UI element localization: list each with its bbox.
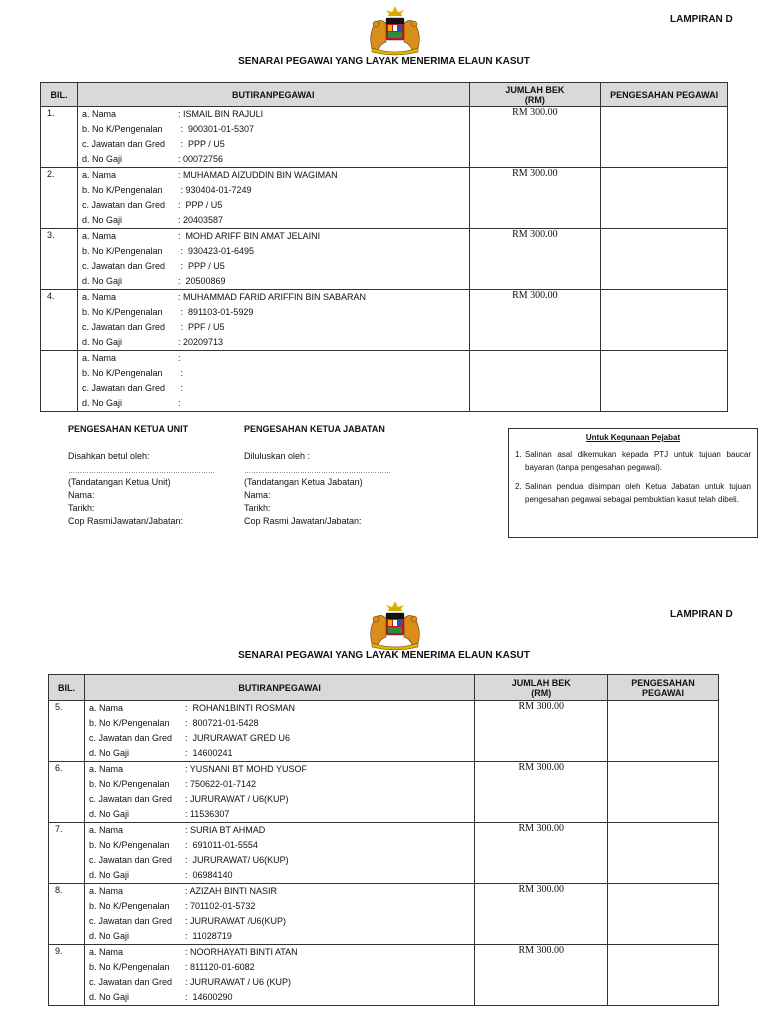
table-row: [49, 945, 719, 1006]
detail-value: : 20403587: [177, 215, 223, 225]
detail-line: [85, 716, 474, 731]
detail-line: [85, 746, 474, 761]
detail-line: [85, 868, 474, 883]
detail-line: [85, 838, 474, 853]
detail-line: [78, 198, 469, 213]
detail-value: : 11028719: [184, 931, 232, 941]
tarikh-label: Tarikh:: [68, 503, 95, 513]
detail-value: : 14600290: [184, 992, 233, 1002]
detail-value: :: [177, 383, 183, 393]
office-use-box: [508, 428, 758, 538]
staff-table: [40, 82, 728, 412]
amount-cell: [469, 351, 601, 412]
signature-line: ………………………………………………………: [68, 469, 215, 475]
staff-details: [77, 229, 469, 290]
ketua-unit-heading: PENGESAHAN KETUA UNIT: [68, 424, 189, 434]
detail-line: [85, 792, 474, 807]
detail-label: b. No K/Pengenalan: [81, 124, 163, 134]
staff-details: [84, 762, 474, 823]
detail-line: [85, 701, 474, 716]
detail-value: : MUHAMAD AIZUDDIN BIN WAGIMAN: [177, 170, 338, 180]
detail-label: a. Nama: [88, 947, 123, 957]
amount-cell: RM 300.00: [469, 229, 601, 290]
detail-label: d. No Gaji: [88, 992, 129, 1002]
nama-label: Nama:: [68, 490, 95, 500]
detail-value: : 11536307: [184, 809, 230, 819]
detail-label: d. No Gaji: [81, 276, 122, 286]
header-butiran: BUTIRANPEGAWAI: [77, 83, 469, 107]
row-number: 6.: [49, 762, 85, 823]
detail-label: d. No Gaji: [81, 337, 122, 347]
detail-label: c. Jawatan dan Gred: [88, 733, 173, 743]
detail-line: [85, 823, 474, 838]
table-row: [41, 107, 728, 168]
table-row: [41, 351, 728, 412]
row-number: [41, 351, 78, 412]
staff-details: [77, 290, 469, 351]
row-number: 9.: [49, 945, 85, 1006]
detail-line: [85, 884, 474, 899]
detail-line: [78, 244, 469, 259]
detail-line: [78, 183, 469, 198]
detail-line: [85, 990, 474, 1005]
verification-cell[interactable]: [608, 884, 719, 945]
disahkan-label: Disahkan betul oleh:: [68, 451, 150, 461]
detail-value: : NOORHAYATI BINTI ATAN: [184, 947, 298, 957]
detail-label: c. Jawatan dan Gred: [88, 977, 173, 987]
detail-value: : PPP / U5: [177, 139, 225, 149]
detail-line: [85, 899, 474, 914]
table-row: [49, 884, 719, 945]
detail-line: [78, 107, 469, 122]
detail-line: [78, 351, 469, 366]
detail-label: d. No Gaji: [81, 398, 122, 408]
verification-cell[interactable]: [601, 290, 728, 351]
office-use-heading: Untuk Kegunaan Pejabat: [585, 433, 681, 442]
detail-value: : 891103-01-5929: [177, 307, 254, 317]
table-row: [49, 823, 719, 884]
detail-value: : ISMAIL BIN RAJULI: [177, 109, 264, 119]
detail-label: c. Jawatan dan Gred: [81, 383, 165, 393]
table-row: [41, 290, 728, 351]
detail-line: [78, 259, 469, 274]
row-number: 5.: [49, 701, 85, 762]
table-row: [41, 229, 728, 290]
detail-label: c. Jawatan dan Gred: [88, 916, 173, 926]
staff-details: [77, 168, 469, 229]
detail-label: b. No K/Pengenalan: [81, 185, 163, 195]
detail-value: : JURURAWAT GRED U6: [184, 733, 290, 743]
detail-label: a. Nama: [81, 109, 116, 119]
detail-label: a. Nama: [88, 886, 123, 896]
detail-line: [85, 853, 474, 868]
detail-label: a. Nama: [81, 170, 116, 180]
detail-line: [78, 137, 469, 152]
detail-value: : 930404-01-7249: [177, 185, 252, 195]
detail-line: [78, 335, 469, 350]
header-jumlah: JUMLAH BEK (RM): [469, 83, 601, 107]
verification-cell[interactable]: [608, 945, 719, 1006]
detail-value: : 750622-01-7142: [184, 779, 257, 789]
verification-cell[interactable]: [608, 823, 719, 884]
detail-value: : 930423-01-6495: [177, 246, 254, 256]
staff-details: [77, 351, 469, 412]
detail-line: [85, 762, 474, 777]
detail-line: [78, 381, 469, 396]
detail-value: : PPP / U5: [177, 200, 223, 210]
detail-value: : JURURAWAT / U6(KUP): [184, 794, 289, 804]
staff-details: [84, 701, 474, 762]
coat-of-arms-icon: [364, 4, 426, 56]
ketua-jabatan-heading: PENGESAHAN KETUA JABATAN: [244, 424, 385, 434]
lampiran-label: LAMPIRAN D: [670, 14, 733, 25]
detail-value: : JURURAWAT/ U6(KUP): [184, 855, 289, 865]
detail-line: [85, 975, 474, 990]
detail-label: c. Jawatan dan Gred: [88, 794, 173, 804]
detail-label: d. No Gaji: [88, 809, 129, 819]
staff-details: [84, 884, 474, 945]
coat-of-arms-icon: [364, 599, 426, 651]
detail-label: b. No K/Pengenalan: [81, 307, 163, 317]
header-butiran: BUTIRANPEGAWAI: [84, 675, 474, 701]
detail-label: c. Jawatan dan Gred: [81, 200, 165, 210]
detail-value: : 691011-01-5554: [184, 840, 258, 850]
detail-value: : 701102-01-5732: [184, 901, 256, 911]
row-number: 8.: [49, 884, 85, 945]
row-number: 7.: [49, 823, 85, 884]
detail-label: d. No Gaji: [81, 154, 122, 164]
header-pengesahan: PENGESAHAN PEGAWAI: [608, 675, 719, 701]
office-note: 2. Salinan pendua disimpan oleh Ketua Jabatan untuk tujuan pengesahan pegawai sebagai pembuktian kasut telah dibeli.: [515, 482, 751, 504]
detail-line: [85, 914, 474, 929]
detail-value: : 00072756: [177, 154, 223, 164]
amount-cell: RM 300.00: [475, 701, 608, 762]
detail-value: : AZIZAH BINTI NASIR: [184, 886, 277, 896]
detail-line: [85, 960, 474, 975]
detail-line: [78, 290, 469, 305]
detail-value: : ROHAN1BINTI ROSMAN: [184, 703, 295, 713]
verification-cell[interactable]: [601, 168, 728, 229]
detail-value: : JURURAWAT /U6(KUP): [184, 916, 286, 926]
header-jumlah: JUMLAH BEK (RM): [475, 675, 608, 701]
detail-value: :: [177, 368, 183, 378]
detail-line: [78, 213, 469, 228]
signature-line: ………………………………………………………: [244, 469, 391, 475]
detail-label: d. No Gaji: [88, 870, 129, 880]
detail-value: : MUHAMMAD FARID ARIFFIN BIN SABARAN: [177, 292, 366, 302]
amount-cell: RM 300.00: [469, 168, 601, 229]
header-bil: BIL.: [41, 83, 78, 107]
detail-value: : PPF / U5: [177, 322, 225, 332]
cop-label: Cop RasmiJawatan/Jabatan:: [68, 516, 184, 526]
table-row: [49, 701, 719, 762]
amount-cell: RM 300.00: [475, 762, 608, 823]
staff-details: [77, 107, 469, 168]
row-number: 3.: [41, 229, 78, 290]
detail-label: a. Nama: [88, 764, 123, 774]
detail-line: [78, 229, 469, 244]
verification-cell[interactable]: [608, 762, 719, 823]
detail-line: [85, 777, 474, 792]
detail-value: : 20500869: [177, 276, 226, 286]
row-number: 2.: [41, 168, 78, 229]
detail-label: b. No K/Pengenalan: [81, 368, 163, 378]
verification-cell[interactable]: [601, 107, 728, 168]
detail-line: [78, 305, 469, 320]
detail-label: a. Nama: [88, 825, 123, 835]
detail-value: : YUSNANI BT MOHD YUSOF: [184, 764, 307, 774]
detail-label: c. Jawatan dan Gred: [81, 322, 165, 332]
detail-value: : 800721-01-5428: [184, 718, 259, 728]
detail-line: [78, 274, 469, 289]
detail-value: : 14600241: [184, 748, 233, 758]
detail-line: [85, 929, 474, 944]
detail-label: b. No K/Pengenalan: [88, 779, 170, 789]
detail-value: : 811120-01-6082: [184, 962, 255, 972]
detail-label: b. No K/Pengenalan: [88, 718, 170, 728]
detail-label: b. No K/Pengenalan: [88, 901, 170, 911]
detail-line: [78, 152, 469, 167]
detail-label: d. No Gaji: [81, 215, 122, 225]
table-row: [41, 168, 728, 229]
detail-line: [78, 396, 469, 411]
detail-label: c. Jawatan dan Gred: [81, 139, 165, 149]
nama-label: Nama:: [244, 490, 271, 500]
amount-cell: RM 300.00: [469, 290, 601, 351]
detail-value: : SURIA BT AHMAD: [184, 825, 266, 835]
detail-value: : JURURAWAT / U6 (KUP): [184, 977, 291, 987]
amount-cell: RM 300.00: [475, 884, 608, 945]
detail-value: : 20209713: [177, 337, 223, 347]
detail-line: [85, 945, 474, 960]
detail-value: : 900301-01-5307: [177, 124, 254, 134]
signature-caption: (Tandatangan Ketua Unit): [68, 477, 171, 487]
detail-line: [85, 731, 474, 746]
verification-cell[interactable]: [601, 351, 728, 412]
page-2: [0, 595, 768, 1024]
staff-details: [84, 945, 474, 1006]
detail-value: :: [177, 353, 181, 363]
cop-label: Cop Rasmi Jawatan/Jabatan:: [244, 516, 362, 526]
detail-label: a. Nama: [81, 292, 116, 302]
detail-label: d. No Gaji: [88, 748, 129, 758]
lampiran-label: LAMPIRAN D: [670, 609, 733, 620]
verification-cell[interactable]: [601, 229, 728, 290]
header-bil: BIL.: [49, 675, 85, 701]
staff-table: [48, 674, 719, 1006]
detail-label: a. Nama: [81, 353, 116, 363]
table-row: [49, 762, 719, 823]
detail-label: a. Nama: [81, 231, 116, 241]
detail-label: c. Jawatan dan Gred: [88, 855, 173, 865]
row-number: 1.: [41, 107, 78, 168]
detail-label: c. Jawatan dan Gred: [81, 261, 165, 271]
ketua-jabatan-block: [244, 423, 444, 528]
header-pengesahan: PENGESAHAN PEGAWAI: [601, 83, 728, 107]
detail-line: [78, 122, 469, 137]
office-note: 1. Salinan asal dikemukan kepada PTJ untuk tujuan baucar bayaran (tanpa pengesahan pegawai).: [515, 450, 751, 472]
amount-cell: RM 300.00: [475, 823, 608, 884]
detail-line: [78, 168, 469, 183]
detail-label: d. No Gaji: [88, 931, 129, 941]
diluluskan-label: Diluluskan oleh :: [244, 451, 311, 461]
amount-cell: RM 300.00: [469, 107, 601, 168]
row-number: 4.: [41, 290, 78, 351]
detail-value: : 06984140: [184, 870, 233, 880]
detail-line: [78, 320, 469, 335]
document-title: SENARAI PEGAWAI YANG LAYAK MENERIMA ELAUN KASUT: [238, 56, 530, 67]
detail-value: : PPP / U5: [177, 261, 225, 271]
signature-caption: (Tandatangan Ketua Jabatan): [244, 477, 363, 487]
detail-label: b. No K/Pengenalan: [88, 840, 170, 850]
detail-label: b. No K/Pengenalan: [81, 246, 163, 256]
amount-cell: RM 300.00: [475, 945, 608, 1006]
detail-line: [78, 366, 469, 381]
detail-label: a. Nama: [88, 703, 123, 713]
detail-value: : MOHD ARIFF BIN AMAT JELAINI: [177, 231, 321, 241]
detail-value: :: [177, 398, 181, 408]
staff-details: [84, 823, 474, 884]
ketua-unit-block: [68, 423, 238, 528]
detail-label: b. No K/Pengenalan: [88, 962, 170, 972]
detail-line: [85, 807, 474, 822]
tarikh-label: Tarikh:: [244, 503, 271, 513]
document-title: SENARAI PEGAWAI YANG LAYAK MENERIMA ELAUN KASUT: [238, 650, 530, 661]
verification-cell[interactable]: [608, 701, 719, 762]
